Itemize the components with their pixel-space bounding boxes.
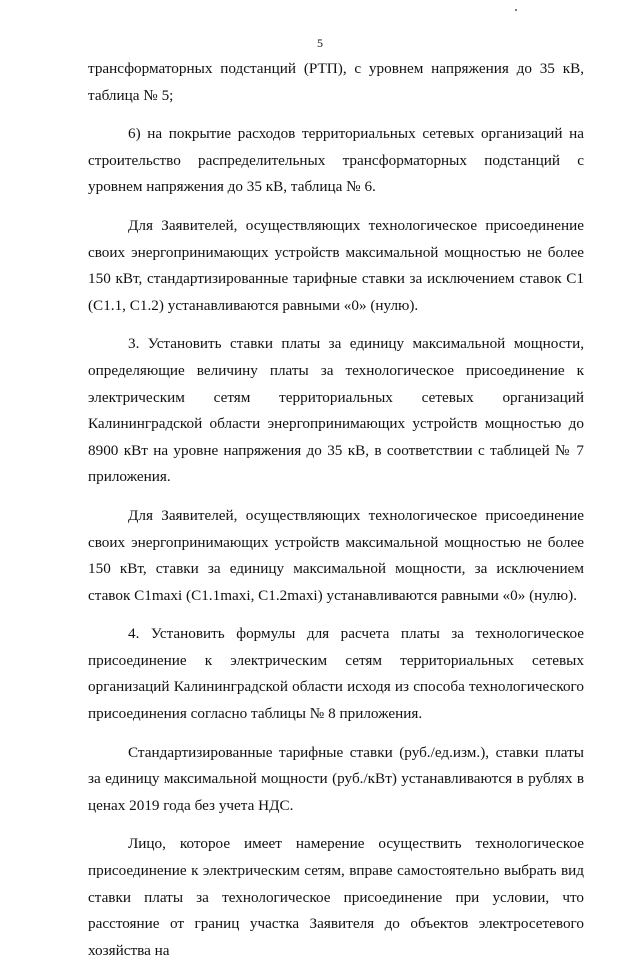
page-number: 5 [317, 36, 323, 50]
paragraph-applicants-rates: Для Заявителей, осуществляющих технологическое присоединение своих энергопринимающих устройств максимальной мощностью не более 150 кВт, стандартизированные тарифные ставки за исключением ставок С1 (С1.1, С1.2) устанавливаются равными «0» (нулю). [88, 216, 584, 314]
paragraph-standard-rates: Стандартизированные тарифные ставки (руб./ед.изм.), ставки платы за единицу максимальной мощности (руб./кВт) устанавливаются в рублях в ценах 2019 года без учета НДС. [88, 743, 584, 814]
paragraph-item-4: 4. Установить формулы для расчета платы за технологическое присоединение к электрическим сетям территориальных сетевых организаций Калининградской области исходя из способа технологического присоединения согласно таблицы № 8 приложения. [88, 625, 584, 723]
paragraph-applicants-max-power: Для Заявителей, осуществляющих технологическое присоединение своих энергопринимающих устройств максимальной мощностью не более 150 кВт, ставки за единицу максимальной мощности, за исключением ставок C1maxi (C1.1maxi, C1.2maxi) устанавливаются равными «0» (нулю). [88, 506, 584, 604]
document-body [88, 56, 584, 964]
paragraph-item-3: 3. Установить ставки платы за единицу максимальной мощности, определяющие величину платы за технологическое присоединение к электрическим сетям территориальных сетевых организаций Калининградской области энергопринимающих устройств мощностью до 8900 кВт на уровне напряжения до 35 кВ, в соответствии с таблицей № 7 приложения. [88, 335, 584, 486]
paragraph-item-6: 6) на покрытие расходов территориальных сетевых организаций на строительство распределительных трансформаторных подстанций с уровнем напряжения до 35 кВ, таблица № 6. [88, 125, 584, 196]
paragraph-person-choice: Лицо, которое имеет намерение осуществить технологическое присоединение к электрическим сетям, вправе самостоятельно выбрать вид ставки платы за технологическое присоединение при условии, что расстояние от границ участка Заявителя до объектов электросетевого хозяйства на [88, 835, 584, 959]
scan-speck [515, 9, 517, 11]
paragraph-continuation: трансформаторных подстанций (РТП), с уровнем напряжения до 35 кВ, таблица № 5; [88, 60, 584, 104]
